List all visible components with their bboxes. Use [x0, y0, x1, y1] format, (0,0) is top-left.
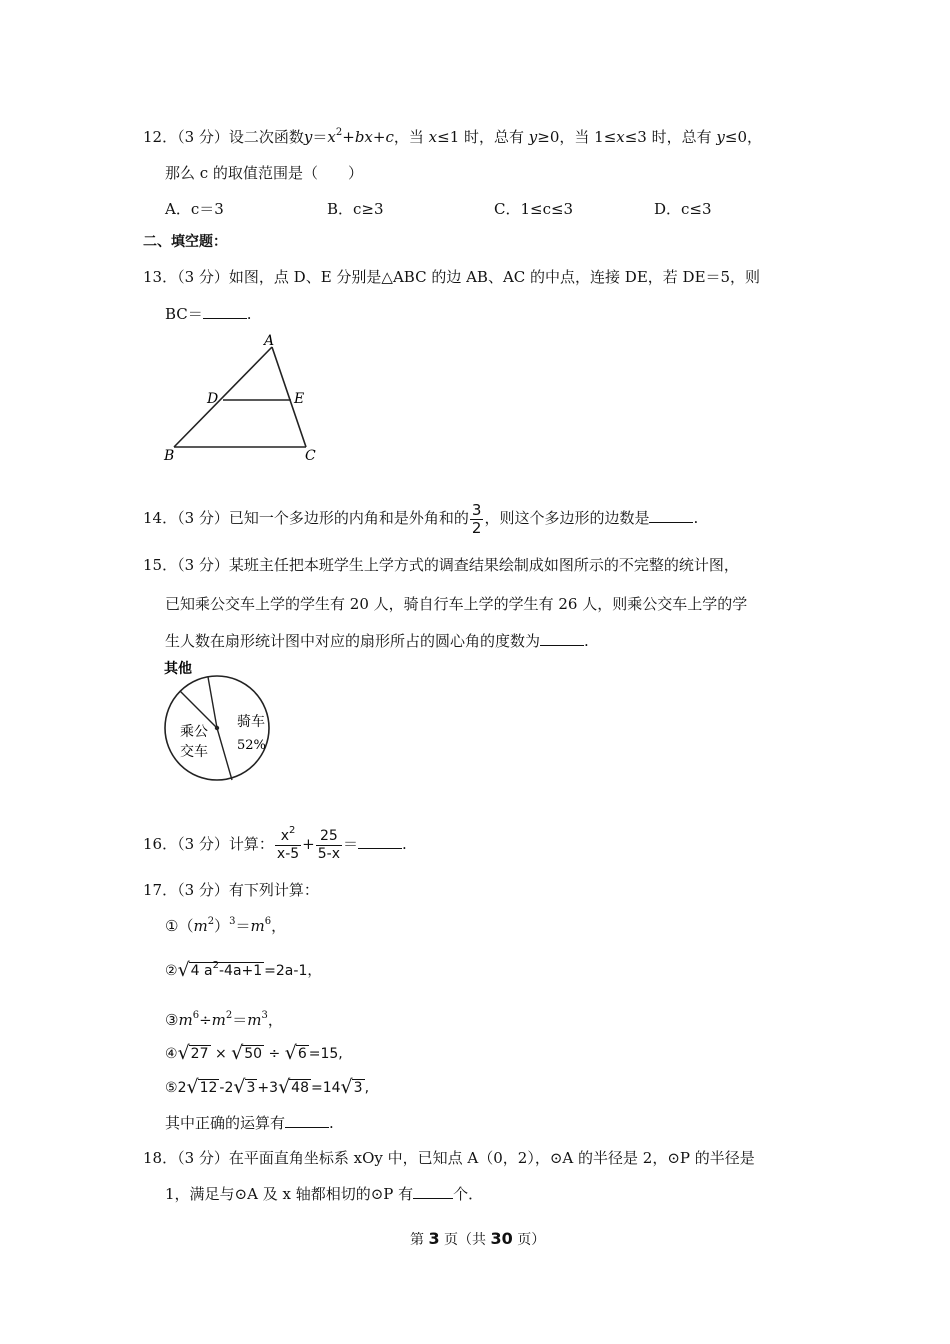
- answer-blank: [358, 834, 402, 849]
- answer-blank: [649, 508, 693, 523]
- q12-option-a: A．c＝3: [165, 200, 224, 218]
- q16-fraction-1: $\frac{x^2}{x-5}$: [276, 824, 300, 862]
- pie-label-bus-2: 交车: [180, 744, 208, 760]
- q18-line1: 18．（3 分）在平面直角坐标系 xOy 中，已知点 A（0，2），⊙A 的半径是 2，⊙P 的半径是: [143, 1149, 755, 1167]
- answer-blank: [285, 1113, 329, 1128]
- label-d: D: [207, 391, 219, 407]
- q16-line: 16．（3 分）计算： $\frac{x^2}{x-5}$ + $\frac{25}{5-x}$ ＝ .: [143, 824, 407, 862]
- q18-line2: 1，满足与⊙A 及 x 轴都相切的⊙P 有 个．: [165, 1185, 484, 1203]
- answer-blank: [413, 1184, 453, 1199]
- label-e: E: [294, 391, 305, 407]
- q15-pie-chart: [160, 657, 295, 795]
- pie-label-bus-1: 乘公: [180, 724, 208, 740]
- pie-label-bike-pct: 52%: [237, 738, 266, 753]
- q14-fraction: $\frac{3}{2}$: [471, 500, 482, 537]
- q17-item-1: $①(m^2)^3=m^6$，: [165, 916, 287, 935]
- q13-bc: BC＝: [165, 305, 203, 323]
- page-number: 3: [428, 1229, 440, 1248]
- q17-item-3: $③m^6\div m^2=m^3$，: [165, 1010, 283, 1029]
- q14-line: 14．（3 分）已知一个多边形的内角和是外角和的 $\frac{3}{2}$ ，则这个多边形的边数是 .: [143, 500, 699, 537]
- label-b: B: [164, 448, 175, 464]
- q13-line1: 13．（3 分）如图，点 D、E 分别是△ABC 的边 AB、AC 的中点，连接 DE，若 DE＝5，则: [143, 268, 761, 286]
- q17-answer: 其中正确的运算有 .: [165, 1114, 334, 1132]
- q12-prefix: 12．（3 分）设二次函数: [143, 128, 304, 146]
- pie-label-bike: 骑车: [237, 714, 265, 730]
- answer-blank: [203, 304, 247, 319]
- q17-item-2: ②√4 $a^2-4a+1 =2a-1$，: [165, 959, 322, 981]
- page-total: 30: [490, 1229, 513, 1248]
- q17-item-5: ⑤2√12 -2√3 +3√48 =14√3 ,: [165, 1076, 370, 1098]
- page-footer: 第 3 页（共 30 页）: [410, 1229, 546, 1248]
- label-c: C: [305, 448, 316, 464]
- answer-blank: [540, 631, 584, 646]
- q12-option-d: D．c≤3: [654, 200, 712, 218]
- pie-label-other: 其他: [164, 661, 192, 677]
- q15-line2: 已知乘公交车上学的学生有 20 人，骑自行车上学的学生有 26 人，则乘公交车上学的学: [165, 595, 748, 613]
- q12-line2: 那么 c 的取值范围是（ ）: [165, 164, 363, 182]
- q15-line3: 生人数在扇形统计图中对应的扇形所占的圆心角的度数为 .: [165, 632, 589, 650]
- q15-line1: 15．（3 分）某班主任把本班学生上学方式的调查结果绘制成如图所示的不完整的统计图，: [143, 556, 739, 574]
- q12-line1: 12．（3 分）设二次函数$y=x^2+bx+c$，当 x≤1 时，总有 y≥0，当 1≤x≤3 时，总有 y≤0，: [143, 127, 762, 146]
- label-a: A: [264, 333, 275, 349]
- q16-fraction-2: $\frac{25}{5-x}$: [317, 827, 340, 862]
- q17-item-4: ④√27 × √50 ÷ √6 =15,: [165, 1042, 343, 1064]
- q13-triangle-figure: [160, 330, 330, 465]
- q12-option-c: C．1≤c≤3: [494, 200, 574, 218]
- q13-line2: BC＝ .: [165, 305, 252, 323]
- section-heading: 二、填空题：: [143, 234, 227, 250]
- q17-title: 17．（3 分）有下列计算：: [143, 881, 319, 899]
- q14-prefix: 14．（3 分）已知一个多边形的内角和是外角和的: [143, 509, 469, 527]
- q14-suffix: ，则这个多边形的边数是: [484, 509, 650, 527]
- q12-option-b: B．c≥3: [327, 200, 384, 218]
